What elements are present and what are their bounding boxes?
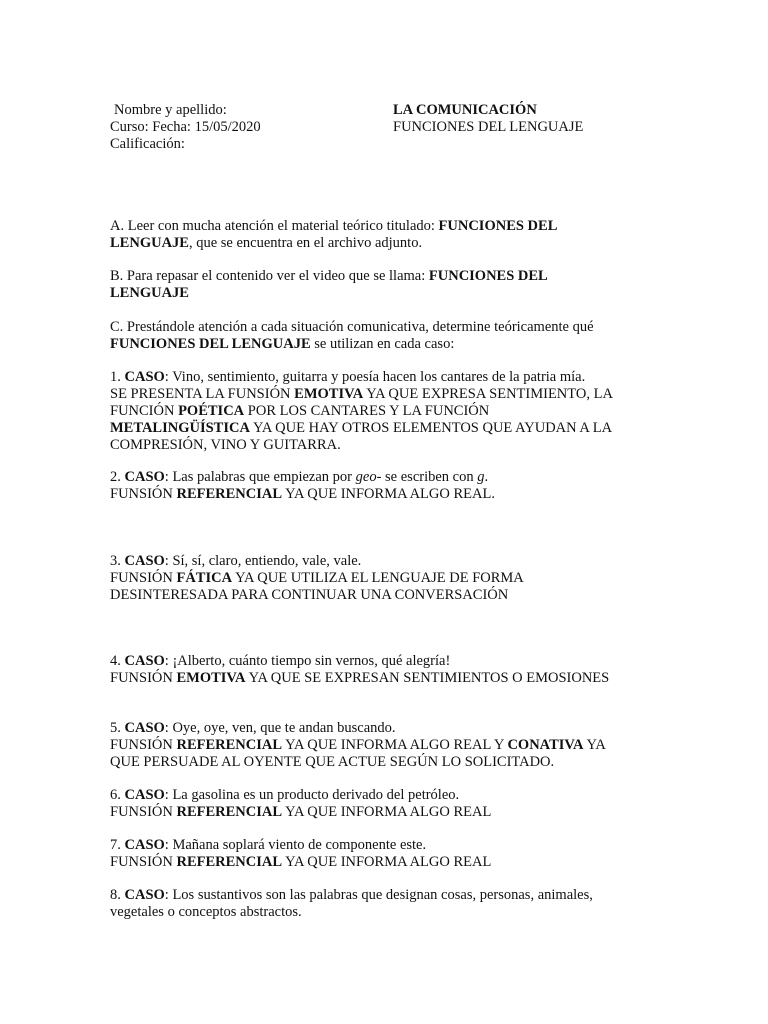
document-subtitle: FUNCIONES DEL LENGUAJE	[393, 119, 584, 135]
case-6	[110, 787, 670, 821]
grade-label: Calificación:	[110, 136, 185, 152]
case-number: 6.	[110, 787, 125, 803]
answer-text: YA QUE INFORMA ALGO REAL.	[282, 486, 495, 502]
case-5	[110, 720, 670, 771]
case-text: : Oye, oye, ven, que te andan buscando.	[164, 720, 396, 736]
course-date: Curso: Fecha: 15/05/2020	[110, 119, 261, 135]
answer-text: COMPRESIÓN, VINO Y GUITARRA.	[110, 437, 341, 453]
case-text: : Sí, sí, claro, entiendo, vale, vale.	[164, 553, 362, 569]
case-number: 2.	[110, 469, 125, 485]
instruction-c	[110, 319, 670, 353]
case-label: CASO	[124, 369, 165, 385]
answer-text: FUNCIÓN	[110, 403, 179, 419]
answer-function: REFERENCIAL	[176, 854, 283, 870]
answer-text: YA	[583, 737, 606, 753]
case-number: 8.	[110, 887, 125, 903]
case-text: .	[484, 469, 489, 485]
case-3	[110, 553, 670, 604]
answer-text: FUNSIÓN	[110, 737, 177, 753]
case-label: CASO	[124, 553, 165, 569]
answer-function: REFERENCIAL	[176, 804, 283, 820]
document-title-text: LA COMUNICACIÓN	[393, 102, 537, 118]
instruction-c-text: C. Prestándole atención a cada situación comunicativa, determine teóricamente qué	[110, 319, 594, 335]
case-label: CASO	[124, 887, 165, 903]
instruction-b-bold-2: LENGUAJE	[110, 285, 189, 301]
instruction-c-bold: FUNCIONES DEL LENGUAJE	[110, 336, 311, 352]
case-text: : Los sustantivos son las palabras que designan cosas, personas, animales,	[164, 887, 593, 903]
case-text: : Mañana soplará viento de componente este.	[164, 837, 427, 853]
answer-text: FUNSIÓN	[110, 854, 177, 870]
answer-function: EMOTIVA	[294, 386, 364, 402]
answer-function: REFERENCIAL	[176, 737, 283, 753]
case-number: 3.	[110, 553, 125, 569]
case-number: 1.	[110, 369, 125, 385]
answer-function: CONATIVA	[507, 737, 584, 753]
case-number: 4.	[110, 653, 125, 669]
answer-text: DESINTERESADA PARA CONTINUAR UNA CONVERSACIÓN	[110, 587, 509, 603]
instruction-c-text-2: se utilizan en cada caso:	[310, 336, 455, 352]
answer-function: FÁTICA	[176, 570, 233, 586]
instruction-a-bold-2: LENGUAJE	[110, 235, 189, 251]
case-4	[110, 653, 670, 687]
instruction-b	[110, 268, 670, 302]
case-number: 7.	[110, 837, 125, 853]
case-text: vegetales o conceptos abstractos.	[110, 904, 302, 920]
case-2	[110, 469, 670, 503]
case-label: CASO	[124, 787, 165, 803]
instruction-a-bold: FUNCIONES DEL	[438, 218, 558, 234]
case-text: : La gasolina es un producto derivado del petróleo.	[164, 787, 460, 803]
name-label: Nombre y apellido:	[114, 102, 227, 118]
answer-text: YA QUE INFORMA ALGO REAL Y	[282, 737, 508, 753]
case-label: CASO	[124, 469, 165, 485]
answer-text: POR LOS CANTARES Y LA FUNCIÓN	[244, 403, 490, 419]
case-italic: geo-	[355, 469, 382, 485]
instruction-b-bold: FUNCIONES DEL	[428, 268, 548, 284]
instruction-a-text: A. Leer con mucha atención el material teórico titulado:	[110, 218, 439, 234]
answer-text: FUNSIÓN	[110, 570, 177, 586]
case-number: 5.	[110, 720, 125, 736]
case-7	[110, 837, 670, 871]
case-label: CASO	[124, 720, 165, 736]
case-text: se escriben con	[381, 469, 478, 485]
answer-text: YA QUE HAY OTROS ELEMENTOS QUE AYUDAN A LA	[249, 420, 613, 436]
answer-text: FUNSIÓN	[110, 804, 177, 820]
answer-text: SE PRESENTA LA FUNSIÓN	[110, 386, 295, 402]
case-label: CASO	[124, 653, 165, 669]
answer-function: METALINGÜÍSTICA	[110, 420, 250, 436]
case-label: CASO	[124, 837, 165, 853]
case-1	[110, 369, 670, 454]
answer-text: YA QUE UTILIZA EL LENGUAJE DE FORMA	[232, 570, 524, 586]
instruction-a-text-2: , que se encuentra en el archivo adjunto.	[188, 235, 423, 251]
answer-text: YA QUE INFORMA ALGO REAL	[282, 804, 492, 820]
answer-text: YA QUE INFORMA ALGO REAL	[282, 854, 492, 870]
answer-text: YA QUE SE EXPRESAN SENTIMIENTOS O EMOSIONES	[245, 670, 610, 686]
instruction-b-text: B. Para repasar el contenido ver el video que se llama:	[110, 268, 429, 284]
answer-text: FUNSIÓN	[110, 670, 177, 686]
case-text: : Las palabras que empiezan por	[164, 469, 356, 485]
answer-text: QUE PERSUADE AL OYENTE QUE ACTUE SEGÚN LO SOLICITADO.	[110, 754, 555, 770]
case-8	[110, 887, 670, 921]
case-text: : Vino, sentimiento, guitarra y poesía hacen los cantares de la patria mía.	[164, 369, 586, 385]
answer-function: EMOTIVA	[176, 670, 246, 686]
answer-function: REFERENCIAL	[176, 486, 283, 502]
answer-function: POÉTICA	[178, 403, 245, 419]
answer-text: YA QUE EXPRESA SENTIMIENTO, LA	[363, 386, 613, 402]
case-text: : ¡Alberto, cuánto tiempo sin vernos, qué alegría!	[164, 653, 451, 669]
instruction-a	[110, 218, 670, 252]
document-title	[393, 102, 537, 119]
answer-text: FUNSIÓN	[110, 486, 177, 502]
case-italic: g	[477, 469, 485, 485]
